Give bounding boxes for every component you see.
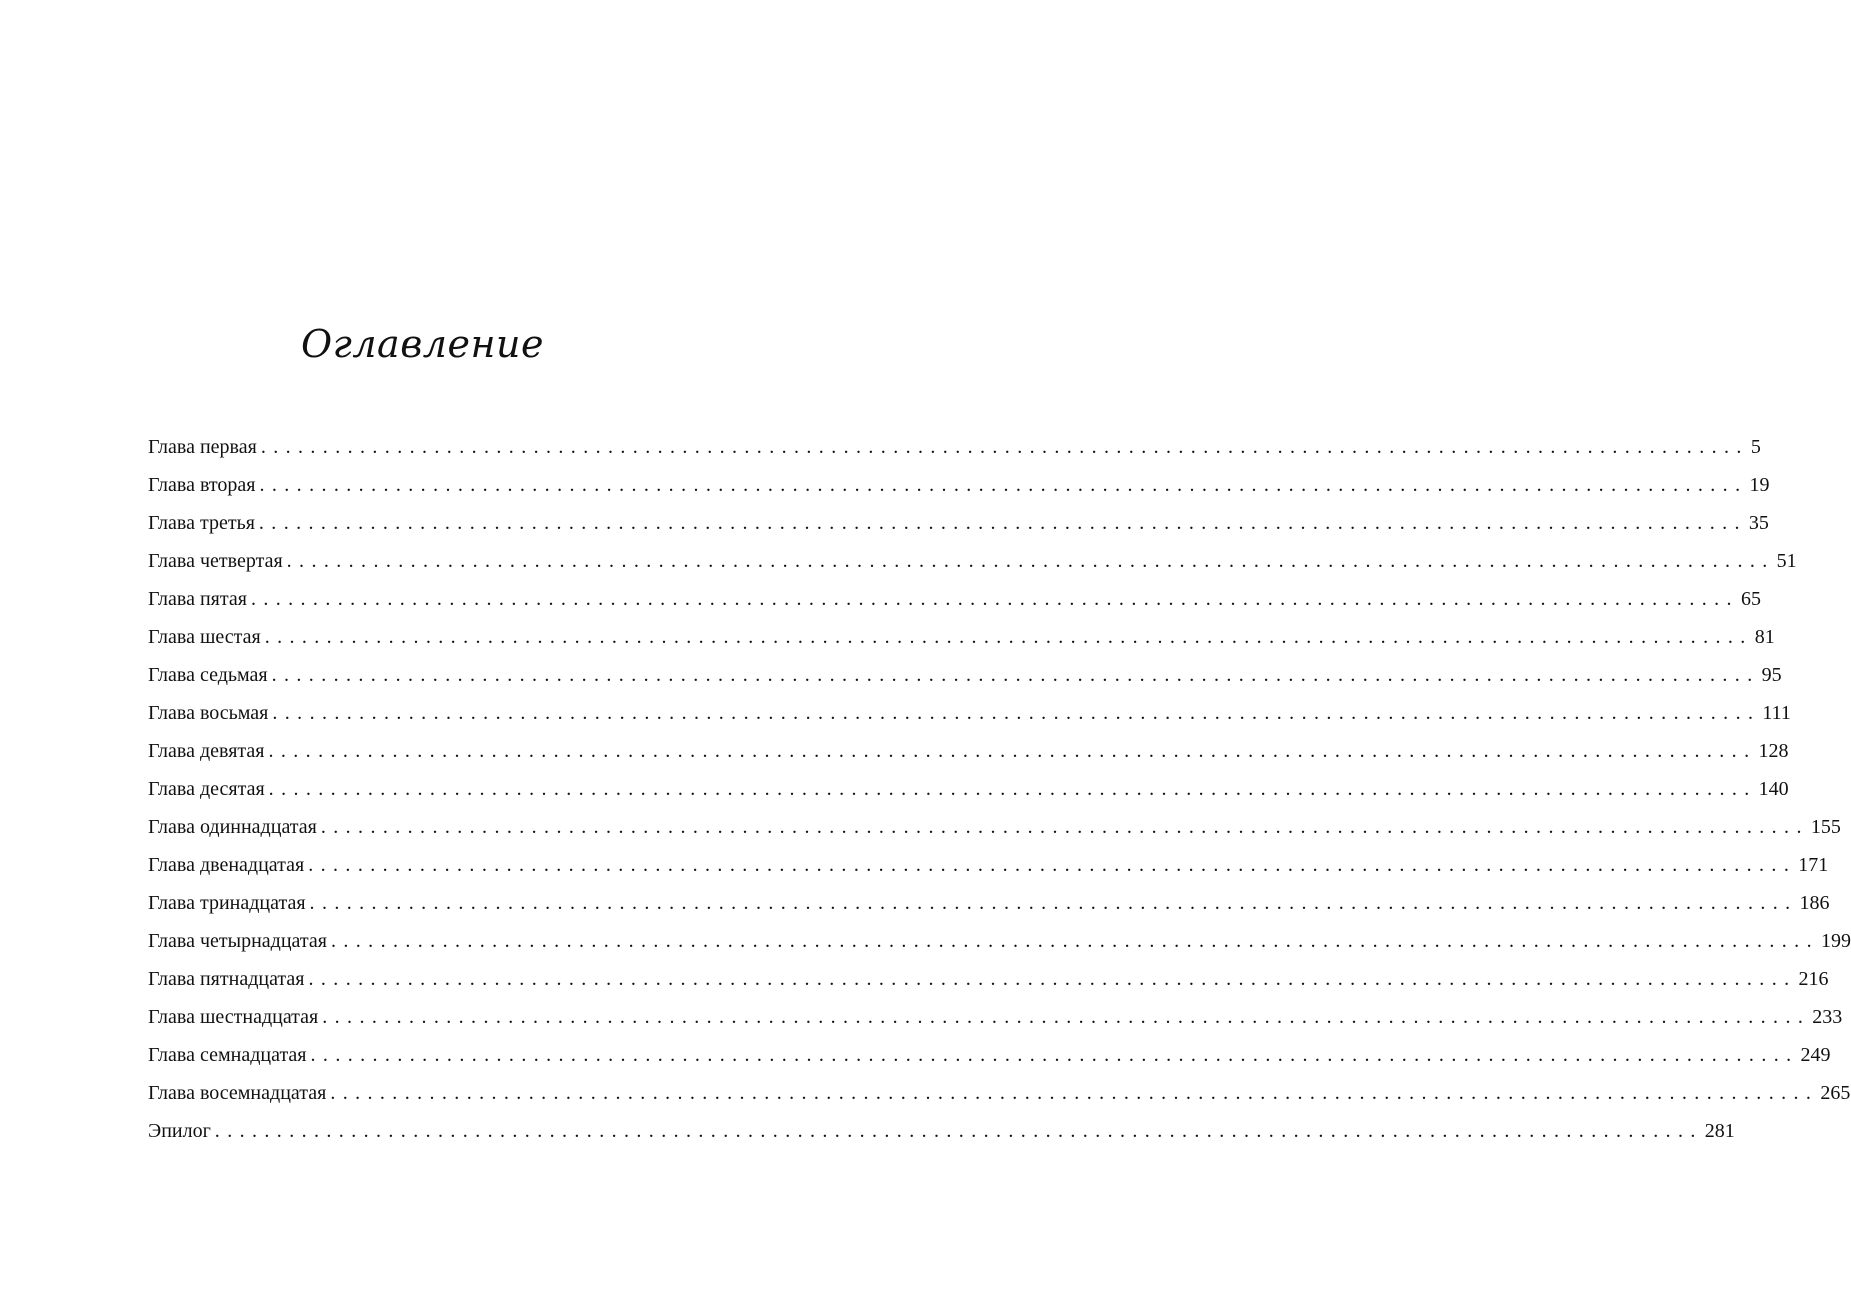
toc-entry (148, 504, 1769, 542)
toc-entry-page: 171 (1798, 854, 1829, 876)
dot-leader: ........................................................................................................................ (264, 626, 1753, 648)
dot-leader: ........................................................................................................................ (330, 1082, 1819, 1104)
dot-leader: ........................................................................................................................ (258, 512, 1747, 534)
toc-entry-page: 95 (1761, 664, 1782, 686)
toc-entry-label: Глава одиннадцатая (148, 816, 317, 838)
dot-leader: ........................................................................................................................ (322, 1006, 1811, 1028)
toc-entry-label: Глава восемнадцатая (148, 1082, 327, 1104)
dot-leader: ........................................................................................................................ (286, 550, 1775, 572)
toc-entry (148, 732, 1789, 770)
toc-entry-label: Глава десятая (148, 778, 265, 800)
toc-entry (148, 960, 1829, 998)
toc-entry-page: 216 (1798, 968, 1829, 990)
toc-entry-label: Глава шестая (148, 626, 261, 648)
dot-leader: ........................................................................................................................ (250, 588, 1739, 610)
toc-entry (148, 466, 1770, 504)
toc-entry-label: Глава третья (148, 512, 255, 534)
toc-entry-page: 128 (1758, 740, 1789, 762)
toc-entry-label: Глава восьмая (148, 702, 269, 724)
toc-entry (148, 694, 1791, 732)
table-of-contents (148, 428, 1851, 1150)
dot-leader: ........................................................................................................................ (260, 436, 1749, 458)
toc-entry-page: 35 (1748, 512, 1769, 534)
toc-entry (148, 846, 1829, 884)
dot-leader: ........................................................................................................................ (310, 1044, 1799, 1066)
toc-entry (148, 618, 1775, 656)
toc-entry-label: Глава двенадцатая (148, 854, 305, 876)
toc-entry-label: Глава тринадцатая (148, 892, 306, 914)
toc-entry (148, 770, 1789, 808)
toc-entry (148, 884, 1830, 922)
toc-entry-label: Глава вторая (148, 474, 256, 496)
toc-entry-page: 140 (1758, 778, 1789, 800)
toc-entry (148, 1074, 1851, 1112)
toc-entry-label: Глава четвертая (148, 550, 283, 572)
toc-entry-page: 199 (1820, 930, 1851, 952)
toc-entry-label: Глава седьмая (148, 664, 268, 686)
toc-entry-page: 65 (1740, 588, 1761, 610)
dot-leader: ........................................................................................................................ (308, 854, 1797, 876)
dot-leader: ........................................................................................................................ (268, 740, 1757, 762)
dot-leader: ........................................................................................................................ (272, 702, 1761, 724)
toc-entry-label: Глава первая (148, 436, 257, 458)
toc-entry-label: Глава семнадцатая (148, 1044, 307, 1066)
toc-entry-label: Глава пятая (148, 588, 247, 610)
toc-entry-page: 5 (1750, 436, 1761, 458)
toc-entry-page: 51 (1776, 550, 1797, 572)
dot-leader: ........................................................................................................................ (259, 474, 1748, 496)
toc-entry-page: 19 (1749, 474, 1770, 496)
toc-entry-label: Глава шестнадцатая (148, 1006, 319, 1028)
toc-entry-page: 233 (1812, 1006, 1843, 1028)
toc-entry (148, 428, 1761, 466)
page-title: Оглавление (300, 322, 544, 366)
dot-leader: ........................................................................................................................ (268, 778, 1757, 800)
toc-entry (148, 580, 1761, 618)
toc-entry (148, 998, 1843, 1036)
toc-entry-page: 186 (1799, 892, 1830, 914)
toc-entry-label: Глава пятнадцатая (148, 968, 305, 990)
toc-entry-label: Эпилог (148, 1120, 211, 1142)
toc-entry-page: 111 (1762, 702, 1791, 724)
toc-entry-page: 249 (1800, 1044, 1831, 1066)
toc-entry-page: 155 (1810, 816, 1841, 838)
toc-entry-page: 281 (1704, 1120, 1735, 1142)
toc-entry (148, 1036, 1831, 1074)
toc-entry (148, 542, 1797, 580)
dot-leader: ........................................................................................................................ (320, 816, 1809, 838)
toc-entry-page: 265 (1820, 1082, 1851, 1104)
dot-leader: ........................................................................................................................ (309, 892, 1798, 914)
toc-entry (148, 922, 1851, 960)
toc-entry-label: Глава четырнадцатая (148, 930, 327, 952)
toc-entry-label: Глава девятая (148, 740, 265, 762)
toc-entry (148, 808, 1841, 846)
toc-entry-page: 81 (1754, 626, 1775, 648)
dot-leader: ........................................................................................................................ (308, 968, 1797, 990)
toc-entry (148, 1112, 1735, 1150)
dot-leader: ........................................................................................................................ (214, 1120, 1703, 1142)
dot-leader: ........................................................................................................................ (271, 664, 1760, 686)
toc-entry (148, 656, 1782, 694)
dot-leader: ........................................................................................................................ (330, 930, 1819, 952)
